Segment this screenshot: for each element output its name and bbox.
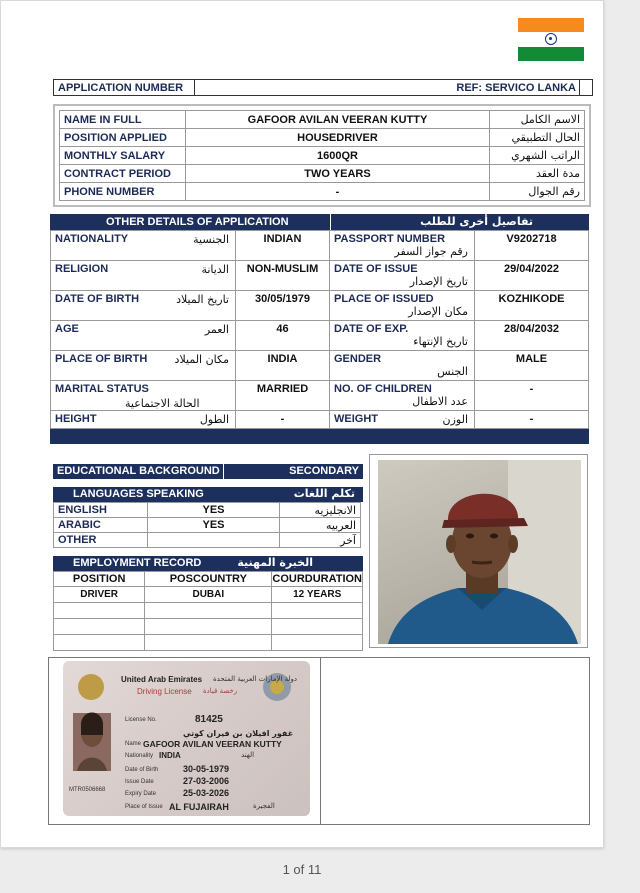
- license-nationality: INDIA: [159, 751, 181, 760]
- employment-header: COURDURATION: [272, 573, 362, 585]
- employment-cell: [145, 619, 272, 635]
- license-nationality-label: Nationality: [125, 753, 154, 759]
- basic-value: TWO YEARS: [186, 165, 490, 183]
- other-left-label: DATE OF BIRTH: [55, 293, 140, 305]
- other-right-label-arabic: مكان الإصدار: [408, 305, 468, 318]
- other-right-value: 29/04/2022: [475, 261, 589, 291]
- other-right-label: PASSPORT NUMBER: [334, 233, 446, 245]
- other-details-title: OTHER DETAILS OF APPLICATION: [106, 216, 289, 228]
- other-row: [51, 321, 589, 351]
- other-left-label-cell: [51, 321, 236, 351]
- other-right-value: MALE: [475, 351, 589, 381]
- license-doc-arabic: رخصة قيادة: [203, 687, 238, 695]
- application-number-label: APPLICATION NUMBER: [58, 82, 184, 94]
- other-row: [51, 291, 589, 321]
- employment-cell: [54, 635, 145, 651]
- basic-row: [60, 147, 585, 165]
- basic-label: NAME IN FULL: [60, 111, 186, 129]
- other-left-label-cell: [51, 411, 236, 429]
- other-details-title-arabic: تفاصيل أخرى للطلب: [420, 215, 533, 228]
- other-row: [51, 261, 589, 291]
- other-right-label-cell: [330, 411, 475, 429]
- license-dob: 30-05-1979: [183, 764, 230, 774]
- other-right-label-arabic: تاريخ الإنتهاء: [413, 335, 468, 348]
- language-row: [54, 533, 361, 548]
- employment-cell: 12 YEARS: [272, 587, 363, 603]
- employment-cell: DUBAI: [145, 587, 272, 603]
- other-left-label-cell: [51, 231, 236, 261]
- other-row: [51, 351, 589, 381]
- basic-value: GAFOOR AVILAN VEERAN KUTTY: [186, 111, 490, 129]
- license-no-label: License No.: [125, 717, 157, 723]
- other-left-label-cell: [51, 351, 236, 381]
- other-left-label-arabic: الطول: [199, 413, 229, 426]
- license-place: AL FUJAIRAH: [169, 802, 229, 812]
- employment-cell: [145, 635, 272, 651]
- other-left-label-arabic: الديانة: [201, 263, 229, 276]
- license-issue-label: Issue Date: [125, 779, 154, 785]
- other-right-label-arabic: عدد الاطفال: [412, 395, 468, 408]
- other-right-label: DATE OF ISSUE: [334, 263, 418, 275]
- other-left-label: HEIGHT: [55, 413, 97, 425]
- education-section: [53, 464, 363, 548]
- language-name: ARABIC: [54, 518, 148, 533]
- employment-row: [54, 635, 363, 651]
- other-right-label-arabic: رقم جواز السفر: [394, 245, 468, 258]
- other-left-label: RELIGION: [55, 263, 109, 275]
- other-left-label: NATIONALITY: [55, 233, 129, 245]
- basic-row: [60, 129, 585, 147]
- reference: REF: SERVICO LANKA: [456, 82, 576, 94]
- other-right-label: GENDER: [334, 353, 382, 365]
- employment-row: [54, 603, 363, 619]
- basic-label-arabic: مدة العقد: [490, 165, 585, 183]
- other-row: [51, 231, 589, 261]
- employment-cell: [54, 603, 145, 619]
- employment-cell: [272, 619, 363, 635]
- basic-row: [60, 183, 585, 201]
- other-right-label-cell: [330, 261, 475, 291]
- employment-header: POSITION: [54, 572, 145, 587]
- other-left-value: NON-MUSLIM: [236, 261, 330, 291]
- language-name-arabic: الانجليزيه: [280, 503, 361, 518]
- license-traffic-no: MTR0506668: [69, 787, 106, 793]
- license-no: 81425: [195, 714, 223, 725]
- employment-label-arabic: الخبرة المهنية: [237, 556, 313, 569]
- other-right-label-cell: [330, 381, 475, 411]
- basic-label-arabic: رقم الجوال: [490, 183, 585, 201]
- employment-header: POSCOUNTRY: [145, 572, 272, 587]
- employment-cell: [145, 603, 272, 619]
- other-left-label: AGE: [55, 323, 79, 335]
- employment-cell: DRIVER: [54, 587, 145, 603]
- employment-label: EMPLOYMENT RECORD: [73, 557, 202, 569]
- basic-label-arabic: الحال التطبيقي: [490, 129, 585, 147]
- license-place-arabic: الفجيرة: [253, 802, 275, 810]
- other-right-label-arabic: الجنس: [437, 365, 468, 378]
- other-right-value: -: [475, 381, 589, 411]
- india-flag-icon: [518, 18, 584, 61]
- other-right-label-cell: [330, 321, 475, 351]
- other-right-label-arabic: الوزن: [442, 413, 468, 426]
- other-right-value: KOZHIKODE: [475, 291, 589, 321]
- license-doc: Driving License: [137, 687, 192, 696]
- other-right-label: WEIGHT: [334, 413, 378, 425]
- other-left-label-arabic: الجنسية: [193, 233, 229, 246]
- driving-license-image: [63, 661, 310, 816]
- application-number-row: [53, 79, 593, 96]
- other-left-label: PLACE OF BIRTH: [55, 353, 148, 365]
- basic-row: [60, 165, 585, 183]
- education-label: EDUCATIONAL BACKGROUND: [57, 465, 220, 477]
- page-indicator: 1 of 11: [282, 862, 322, 877]
- license-country-arabic: دولة الإمارات العربية المتحدة: [213, 675, 298, 683]
- other-row: [51, 381, 589, 411]
- license-nationality-arabic: الهند: [241, 751, 255, 759]
- other-left-label-arabic: الحالة الاجتماعية: [125, 397, 200, 410]
- basic-label-arabic: الراتب الشهري: [490, 147, 585, 165]
- other-left-value: 30/05/1979: [236, 291, 330, 321]
- other-right-label-cell: [330, 291, 475, 321]
- other-right-label: NO. OF CHILDREN: [334, 383, 432, 395]
- language-row: [54, 503, 361, 518]
- employment-row: [54, 619, 363, 635]
- languages-label-arabic: تكلم اللغات: [293, 487, 355, 500]
- other-left-label-arabic: تاريخ الميلاد: [176, 293, 229, 306]
- other-left-label-cell: [51, 381, 236, 411]
- basic-value: 1600QR: [186, 147, 490, 165]
- basic-label: CONTRACT PERIOD: [60, 165, 186, 183]
- license-place-label: Place of Issue: [125, 804, 163, 810]
- other-right-label: PLACE OF ISSUED: [334, 293, 434, 305]
- employment-cell: [272, 635, 363, 651]
- license-issue: 27-03-2006: [183, 776, 230, 786]
- license-expiry-label: Expiry Date: [125, 791, 157, 797]
- basic-label: MONTHLY SALARY: [60, 147, 186, 165]
- license-expiry: 25-03-2026: [183, 788, 230, 798]
- other-left-value: -: [236, 411, 330, 429]
- education-value: SECONDARY: [289, 465, 359, 477]
- other-left-value: INDIAN: [236, 231, 330, 261]
- basic-label: PHONE NUMBER: [60, 183, 186, 201]
- language-name-arabic: آخر: [280, 533, 361, 548]
- basic-label: POSITION APPLIED: [60, 129, 186, 147]
- other-row: [51, 411, 589, 429]
- other-left-label: MARITAL STATUS: [55, 383, 149, 395]
- other-left-label-arabic: مكان الميلاد: [174, 353, 229, 366]
- license-name-label: Name: [125, 741, 142, 747]
- license-name-arabic: غفور افيلان بن فيران كوتي: [183, 729, 294, 738]
- other-right-label-arabic: تاريخ الإصدار: [409, 275, 468, 288]
- basic-row: [60, 111, 585, 129]
- applicant-photo-frame: [369, 454, 588, 648]
- employment-cell: [54, 619, 145, 635]
- other-left-value: 46: [236, 321, 330, 351]
- employment-cell: [272, 603, 363, 619]
- basic-info-table: [53, 104, 591, 207]
- other-right-label-cell: [330, 351, 475, 381]
- other-left-label-cell: [51, 291, 236, 321]
- basic-value: HOUSEDRIVER: [186, 129, 490, 147]
- language-value: [148, 533, 280, 548]
- employment-section: [53, 556, 363, 651]
- other-left-label-cell: [51, 261, 236, 291]
- language-name-arabic: العربيه: [280, 518, 361, 533]
- basic-value: -: [186, 183, 490, 201]
- license-country: United Arab Emirates: [121, 675, 203, 684]
- applicant-photo: [378, 460, 581, 644]
- language-name: OTHER: [54, 533, 148, 548]
- other-right-value: -: [475, 411, 589, 429]
- other-left-label-arabic: العمر: [204, 323, 229, 336]
- other-right-label: DATE OF EXP.: [334, 323, 409, 335]
- language-value: YES: [148, 503, 280, 518]
- other-left-value: INDIA: [236, 351, 330, 381]
- other-right-value: V9202718: [475, 231, 589, 261]
- basic-label-arabic: الاسم الكامل: [490, 111, 585, 129]
- license-name: GAFOOR AVILAN VEERAN KUTTY: [143, 739, 282, 749]
- employment-row: [54, 587, 363, 603]
- license-dob-label: Date of Birth: [125, 767, 159, 773]
- other-details-section: [50, 214, 589, 444]
- other-left-value: MARRIED: [236, 381, 330, 411]
- language-name: ENGLISH: [54, 503, 148, 518]
- languages-label: LANGUAGES SPEAKING: [73, 488, 204, 500]
- other-right-value: 28/04/2032: [475, 321, 589, 351]
- language-row: [54, 518, 361, 533]
- language-value: YES: [148, 518, 280, 533]
- other-right-label-cell: [330, 231, 475, 261]
